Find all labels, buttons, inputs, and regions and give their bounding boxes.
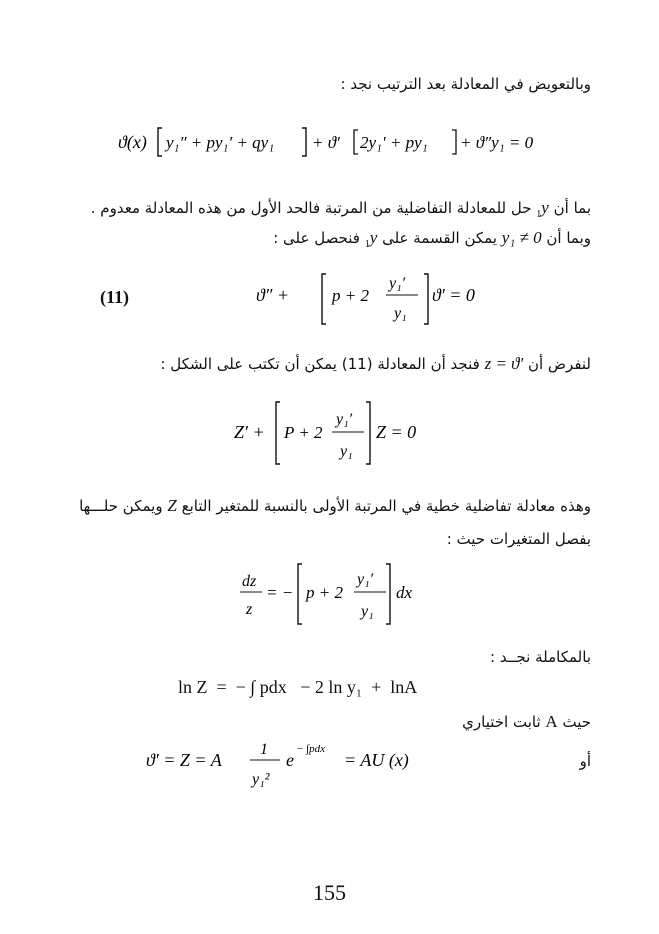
equation-1 [118, 118, 548, 164]
line8-A: A [545, 712, 558, 731]
line2-y1: y [541, 198, 549, 217]
line3-b: يمكن القسمة على [382, 229, 498, 247]
eq1-middle: + ϑ′ [312, 133, 340, 152]
equation-5: ln Z = − ∫ pdx − 2 ln y₁ + lnA [178, 677, 418, 697]
eq2-lead: ϑ″ + [256, 285, 289, 305]
eq4-num: dz [242, 573, 257, 590]
text-line-2: بما أن $y_1$ حل للمعادلة التفاضلية من المرتبة فالحد الأول من هذه المعادلة معدوم . [90, 198, 591, 220]
eq2-tail: ϑ′ = 0 [432, 285, 475, 305]
eq1-theta: ϑ(x) [118, 132, 147, 152]
eq6-frac-num: 1 [260, 741, 268, 758]
eq3-tail: Z = 0 [376, 422, 417, 442]
eq3-lead: Z′ + [234, 422, 265, 442]
eq4-frac-den: y₁ [361, 603, 374, 620]
line2-a: بما أن [553, 199, 591, 217]
line3-y1: y [369, 228, 378, 247]
eq3-inner: P + 2 [284, 423, 323, 442]
text-line-9: أو [579, 752, 591, 770]
eq3-frac-num: y₁′ [336, 411, 353, 428]
text-line-5 [79, 496, 591, 516]
eq6-exponent: − ∫pdx [296, 743, 326, 755]
line3-c: فنحصل على : [273, 229, 360, 247]
line3-ne: y₁ ≠ 0 [501, 228, 542, 247]
eq2-inner: p + 2 [332, 286, 369, 305]
eq6-lead: ϑ′ = Z = A [146, 750, 222, 770]
eq6-frac-den: y₁² [252, 771, 270, 788]
text-line-3: وبما أن y₁ ≠ 0 يمكن القسمة على $y_1$ فنحصل على : [273, 228, 591, 250]
eq6-tail: = AU (x) [344, 750, 409, 770]
equation-2 [256, 268, 496, 328]
eq1-tail: + ϑ″y₁ = 0 [460, 133, 534, 152]
eq2-frac-num: y₁′ [389, 275, 406, 292]
eq4-inner: p + 2 [306, 583, 343, 602]
text-line-8 [462, 712, 591, 732]
line2-b: حل للمعادلة التفاضلية من المرتبة فالحد الأول من هذه المعادلة معدوم . [90, 199, 532, 217]
line4-zdef: z = ϑ' [484, 354, 524, 373]
equation-number-11: (11) [100, 287, 129, 307]
page-number: 155 [313, 880, 346, 905]
line4-b: فنجد أن المعادلة (11) يمكن أن تكتب على الشكل : [160, 355, 480, 373]
eq4-tail: dx [396, 583, 413, 602]
text-line-7: بالمكاملة نجــد : [490, 648, 591, 666]
text-line-4 [160, 354, 591, 374]
eq4-frac-num: y₁′ [357, 571, 374, 588]
eq3-frac-den: y₁ [340, 443, 353, 460]
line5-Z: Z [167, 496, 177, 515]
equation-3 [234, 396, 434, 468]
line8-b: ثابت اختياري [462, 713, 541, 731]
line3-a: وبما أن [546, 229, 591, 247]
eq6-e: e [286, 750, 294, 770]
line5-b: ويمكن حلـــها [79, 497, 163, 515]
text-line-6: بفصل المتغيرات حيث : [446, 530, 591, 548]
equation-4 [240, 560, 430, 630]
eq1-inner-1: y₁″ + py₁′ + qy₁ [166, 133, 275, 152]
text-line-1: وبالتعويض في المعادلة بعد الترتيب نجد : [340, 75, 591, 93]
eq4-eq: = − [266, 583, 294, 602]
equation-6 [146, 736, 436, 796]
eq4-den: z [246, 601, 253, 618]
line4-a: لنفرض أن [527, 355, 591, 373]
line5-a: وهذه معادلة تفاضلية خطية في المرتبة الأولى بالنسبة للمتغير التابع [181, 497, 591, 515]
eq1-inner-2: 2y₁′ + py₁ [360, 133, 428, 152]
line8-a: حيث [562, 713, 591, 731]
eq2-frac-den: y₁ [394, 305, 407, 322]
